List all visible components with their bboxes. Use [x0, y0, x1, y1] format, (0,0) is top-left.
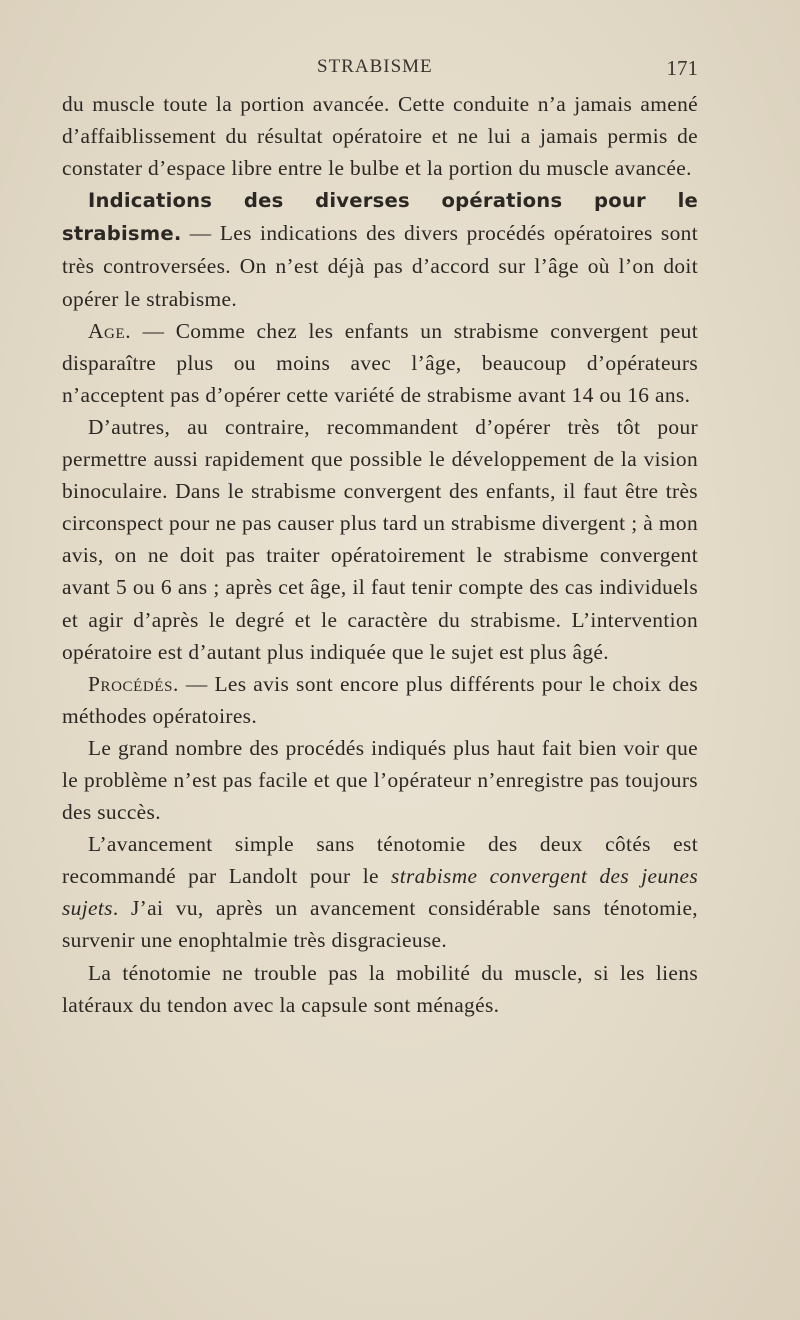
paragraph-others [62, 411, 698, 668]
paragraph-text: . J’ai vu, après un avancement considérable sans ténotomie, survenir une enophtalmie très disgracieuse. [62, 896, 698, 953]
paragraph-text: La ténotomie ne trouble pas la mobilité du muscle, si les liens latéraux du tendon avec la capsule sont ménagés. [62, 960, 698, 1017]
running-head [62, 56, 698, 86]
paragraph-text: D’autres, au contraire, recommandent d’opérer très tôt pour permettre aussi rapidement que possible le développement de la vision binoculaire. Dans le strabisme convergent des enfants, il faut être très circonspect pour ne pas causer plus tard un strabisme divergent ; à mon avis, on ne doit pas traiter opératoirement le strabisme convergent avant 5 ou 6 ans ; après cet âge, il faut tenir compte des cas individuels et agir d’après le degré et le caractère du strabisme. L’intervention opératoire est d’autant plus indiquée que le sujet est plus âgé. [62, 414, 698, 664]
paragraph-tenotomie [62, 957, 698, 1021]
paragraph-grand-nombre [62, 732, 698, 828]
text-body [62, 88, 698, 1021]
page-number: 171 [666, 56, 698, 80]
paragraph-text: L’avancement simple sans ténotomie des deux côtés est recommandé par Landolt pour le [62, 832, 698, 889]
subsection-label-procedes: Procédés. [88, 671, 179, 696]
paragraph-indications [62, 184, 698, 314]
paragraph-age [62, 315, 698, 411]
paragraph-text: — Comme chez les enfants un strabisme convergent peut disparaître plus ou moins avec l’âge, beaucoup d’opérateurs n’acceptent pas d’opérer cette variété de strabisme avant 14 ou 16 ans. [62, 318, 698, 407]
paragraph-procedes [62, 668, 698, 732]
paragraph-continuation [62, 88, 698, 184]
paragraph-avancement [62, 828, 698, 956]
paragraph-text: — Les avis sont encore plus différents pour le choix des méthodes opératoires. [62, 671, 698, 728]
paragraph-text: — Les indications des divers procédés opératoires sont très controversées. On n’est déjà pas d’accord sur l’âge où l’on doit opérer le strabisme. [62, 221, 698, 311]
subsection-label-age: Age. [88, 318, 132, 343]
section-heading-indications: Indications des diverses opérations pour le strabisme. [62, 189, 698, 246]
paragraph-text: du muscle toute la portion avancée. Cette conduite n’a jamais amené d’affaiblissement du résultat opératoire et ne lui a jamais permis de constater d’espace libre entre le bulbe et la portion du muscle avancée. [62, 92, 698, 181]
paragraph-text: Le grand nombre des procédés indiqués plus haut fait bien voir que le problème n’est pas facile et que l’opérateur n’enregistre pas toujours des succès. [62, 735, 698, 825]
running-title: STRABISME [317, 56, 433, 77]
italic-phrase: strabisme convergent des jeunes sujets [62, 864, 698, 921]
